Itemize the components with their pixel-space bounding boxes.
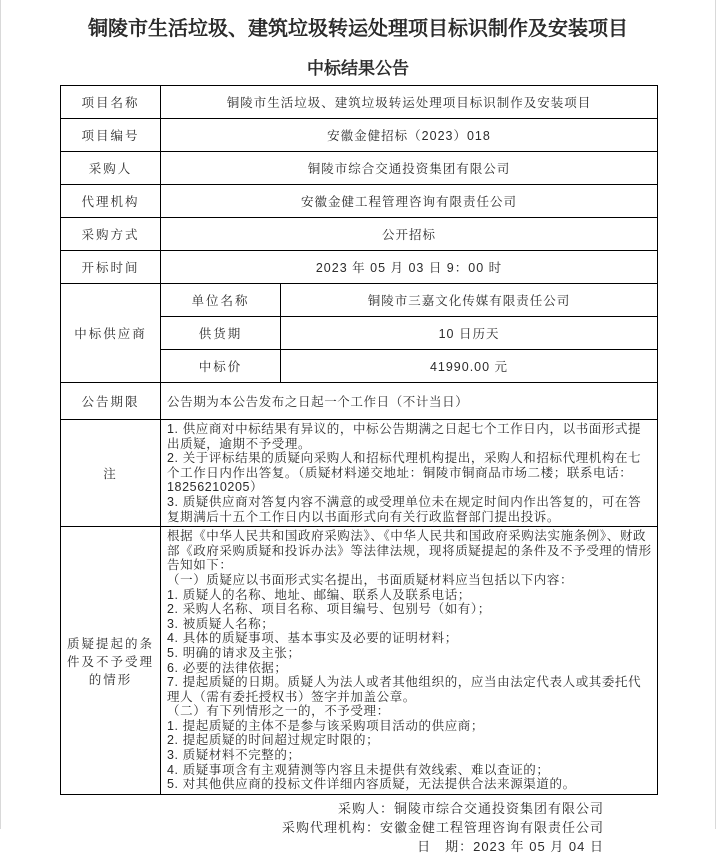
row-label: 公告期限 <box>61 383 161 420</box>
objection-paragraph: 5. 明确的请求及主张； <box>167 645 301 660</box>
objection-paragraph: 3. 质疑材料不完整的； <box>167 748 301 763</box>
table-row-project-name <box>61 86 658 119</box>
note-paragraph: 1. 供应商对中标结果有异议的，中标公告期满之日起七个工作日内，以书面形式提出质疑，逾期不予受理。 <box>167 422 642 451</box>
row-label: 代理机构 <box>61 185 161 218</box>
row-value: 公开招标 <box>161 218 658 251</box>
objection-paragraph: 6. 必要的法律依据； <box>167 660 288 675</box>
footer-purchaser: 采购人：铜陵市综合交通投资集团有限公司 <box>337 800 604 816</box>
footer-agency: 采购代理机构：安徽金健工程管理咨询有限责任公司 <box>281 819 604 835</box>
note-paragraph: 2. 关于评标结果的质疑向采购人和招标代理机构提出，采购人和招标代理机构在七个工作日内作出答复。（质疑材料递交地址：铜陵市铜商品市场二楼；联系电话：18256210205） <box>167 451 642 495</box>
note-paragraph: 3. 质疑供应商对答复内容不满意的或受理单位未在规定时间内作出答复的，可在答复期满后十五个工作日内以书面形式向有关行政监督部门提出投诉。 <box>167 494 642 524</box>
row-label: 采购人 <box>61 152 161 185</box>
winner-field-value: 10 日历天 <box>281 317 658 350</box>
objection-paragraph: 5. 对其他供应商的投标文件详细内容质疑，无法提供合法来源渠道的。 <box>167 777 576 792</box>
row-label: 开标时间 <box>61 251 161 284</box>
objection-paragraph: 1. 提起质疑的主体不是参与该采购项目活动的供应商； <box>167 718 484 733</box>
table-row-agency <box>61 185 658 218</box>
table-row-procurement-method <box>61 218 658 251</box>
signature-block <box>1 799 715 856</box>
table-row-project-number <box>61 119 658 152</box>
table-row-purchaser <box>61 152 658 185</box>
row-label: 采购方式 <box>61 218 161 251</box>
table-row-winner-unit <box>61 284 658 317</box>
page-title: 铜陵市生活垃圾、建筑垃圾转运处理项目标识制作及安装项目 <box>88 18 628 40</box>
row-value: 安徽金健招标（2023）018 <box>161 119 658 152</box>
objection-paragraph: 4. 具体的质疑事项、基本事实及必要的证明材料； <box>167 631 458 646</box>
table-row-objection-conditions <box>61 527 658 795</box>
objection-paragraph: 7. 提起质疑的日期。质疑人为法人或者其他组织的，应当由法定代表人或其委托代理人（需有委托授权书）签字并加盖公章。 <box>167 675 642 704</box>
objection-label: 质疑提起的条件及不予受理的情形 <box>61 527 161 795</box>
announcement-table <box>60 85 658 795</box>
objection-paragraph: 根据《中华人民共和国政府采购法》、《中华人民共和国政府采购法实施条例》、财政部《政府采购质疑和投诉办法》等法律法规，现将质疑提起的条件及不予受理的情形告知如下： <box>167 529 652 573</box>
page-subtitle: 中标结果公告 <box>307 59 409 78</box>
row-value: 公告期为本公告发布之日起一个工作日（不计当日） <box>161 383 658 420</box>
row-value: 铜陵市生活垃圾、建筑垃圾转运处理项目标识制作及安装项目 <box>161 86 658 119</box>
objection-paragraph: 3. 被质疑人名称； <box>167 616 275 631</box>
footer-date: 日 期：2023 年 05 月 04 日 <box>417 838 604 854</box>
winner-field-label: 供货期 <box>161 317 281 350</box>
row-label: 项目编号 <box>61 119 161 152</box>
table-row-note <box>61 420 658 527</box>
winner-label: 中标供应商 <box>61 284 161 383</box>
objection-paragraph: 2. 采购人名称、项目名称、项目编号、包别号（如有）； <box>167 602 491 617</box>
winner-field-value: 41990.00 元 <box>281 350 658 383</box>
objection-content <box>161 527 658 795</box>
objection-paragraph: 4. 质疑事项含有主观猜测等内容且未提供有效线索、难以查证的； <box>167 762 550 777</box>
row-value: 安徽金健工程管理咨询有限责任公司 <box>161 185 658 218</box>
table-row-bid-opening-time <box>61 251 658 284</box>
row-value: 铜陵市综合交通投资集团有限公司 <box>161 152 658 185</box>
note-label: 注 <box>61 420 161 527</box>
table-row-notice-period <box>61 383 658 420</box>
winner-field-label: 中标价 <box>161 350 281 383</box>
objection-paragraph: 1. 质疑人的名称、地址、邮编、联系人及联系电话； <box>167 587 471 602</box>
note-content <box>161 420 658 527</box>
winner-field-value: 铜陵市三嘉文化传媒有限责任公司 <box>281 284 658 317</box>
objection-paragraph: （二）有下列情形之一的，不予受理： <box>167 704 390 719</box>
objection-paragraph: 2. 提起质疑的时间超过规定时限的； <box>167 733 380 748</box>
winner-field-label: 单位名称 <box>161 284 281 317</box>
row-value: 2023 年 05 月 03 日 9：00 时 <box>161 251 658 284</box>
objection-paragraph: （一）质疑应以书面形式实名提出，书面质疑材料应当包括以下内容： <box>167 572 574 587</box>
row-label: 项目名称 <box>61 86 161 119</box>
